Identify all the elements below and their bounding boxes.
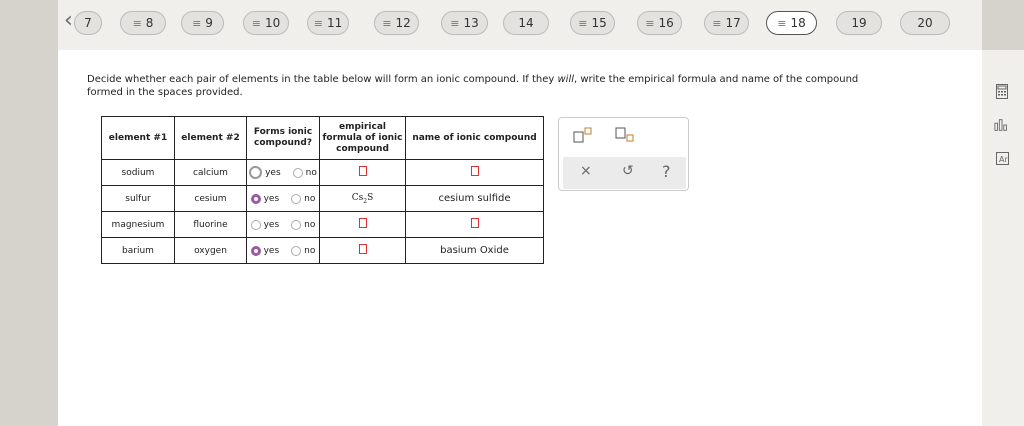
list-icon: ≡: [645, 16, 655, 30]
ionic-compound-table: [101, 116, 544, 264]
formula-cell[interactable]: [320, 212, 406, 238]
formula-cell[interactable]: [320, 238, 406, 264]
element2-cell: fluorine: [175, 212, 247, 238]
formula-cell[interactable]: [320, 160, 406, 186]
clear-button[interactable]: ×: [580, 163, 592, 179]
element2-cell: calcium: [175, 160, 247, 186]
element1-cell: barium: [102, 238, 175, 264]
header-forms-ionic: Forms ionic compound?: [247, 117, 320, 160]
table-row: [102, 160, 544, 186]
list-icon: ≡: [777, 16, 787, 30]
table-row: [102, 238, 544, 264]
instructions: [87, 73, 887, 99]
compound-name-cell[interactable]: [406, 212, 544, 238]
table-row: [102, 186, 544, 212]
instructions-text: Decide whether each pair of elements in the table below will form an ionic compound. If they: [87, 74, 558, 85]
formula-symbol: Cs: [351, 192, 364, 203]
question-number: 13: [463, 16, 479, 30]
app-window: [58, 0, 1008, 426]
table-row: [102, 212, 544, 238]
periodic-table-icon[interactable]: [994, 150, 1010, 166]
empty-answer-box[interactable]: [471, 218, 479, 228]
question-pill-18[interactable]: [766, 11, 817, 35]
empty-answer-box[interactable]: [359, 218, 367, 228]
undo-button[interactable]: ↺: [622, 163, 634, 179]
tools-sidebar: [982, 50, 1024, 426]
yes-label: yes: [263, 245, 280, 256]
back-chevron-icon[interactable]: ‹: [64, 8, 73, 33]
forms-ionic-cell: [247, 160, 320, 186]
table-header-row: [102, 117, 544, 160]
question-pill-14[interactable]: [503, 11, 549, 35]
instructions-text-end: , write the empirical formula and name of the compound formed in the spaces provided.: [87, 74, 859, 98]
yes-radio[interactable]: [251, 194, 261, 204]
question-pill-20[interactable]: [900, 11, 950, 35]
question-number: 11: [326, 16, 343, 30]
no-label: no: [304, 245, 316, 256]
question-pill-11[interactable]: [307, 11, 349, 35]
forms-ionic-cell: [247, 212, 320, 238]
question-number: 15: [591, 16, 607, 30]
yes-radio[interactable]: [251, 246, 261, 256]
question-number: 20: [917, 16, 933, 30]
header-element1: element #1: [102, 117, 175, 160]
header-element2: element #2: [175, 117, 247, 160]
help-button[interactable]: ?: [662, 162, 671, 181]
question-number: 8: [145, 16, 154, 30]
question-pill-13[interactable]: [441, 11, 488, 35]
yes-label: yes: [263, 193, 280, 204]
list-icon: ≡: [132, 16, 142, 30]
question-number: 18: [790, 16, 806, 30]
question-number: 9: [205, 16, 213, 30]
header-formula: empirical formula of ionic compound: [320, 117, 406, 160]
question-pill-10[interactable]: [243, 11, 289, 35]
question-pill-17[interactable]: [704, 11, 749, 35]
question-pill-16[interactable]: [637, 11, 682, 35]
yes-label: yes: [263, 219, 280, 230]
element1-cell: magnesium: [102, 212, 175, 238]
question-pill-15[interactable]: [570, 11, 615, 35]
question-number: 19: [851, 16, 867, 30]
question-number: 7: [84, 16, 92, 30]
no-label: no: [304, 193, 316, 204]
no-radio[interactable]: [291, 246, 301, 256]
svg-text:Ar: Ar: [998, 154, 1008, 164]
no-radio[interactable]: [291, 220, 301, 230]
question-number: 17: [725, 16, 741, 30]
question-number: 16: [658, 16, 674, 30]
question-pill-7[interactable]: [74, 11, 102, 35]
formula-value: [352, 193, 374, 203]
bar-chart-icon[interactable]: [994, 117, 1010, 133]
forms-ionic-cell: [247, 186, 320, 212]
list-icon: ≡: [251, 16, 261, 30]
element1-cell: sulfur: [102, 186, 175, 212]
list-icon: ≡: [192, 16, 202, 30]
list-icon: ≡: [712, 16, 722, 30]
no-radio[interactable]: [291, 194, 301, 204]
list-icon: ≡: [313, 16, 323, 30]
element1-cell: sodium: [102, 160, 175, 186]
formula-subscript: 2: [363, 197, 368, 205]
answer-actions: [563, 157, 686, 189]
compound-name-cell[interactable]: [406, 160, 544, 186]
empty-answer-box[interactable]: [471, 166, 479, 176]
yes-radio[interactable]: [249, 166, 262, 179]
superscript-box-icon[interactable]: [573, 127, 593, 147]
question-number: 10: [264, 16, 281, 30]
list-icon: ≡: [578, 16, 588, 30]
question-pill-19[interactable]: [836, 11, 882, 35]
compound-name-value: cesium sulfide: [438, 193, 511, 204]
compound-name-cell[interactable]: [406, 186, 544, 212]
answer-toolbox: [558, 117, 689, 191]
forms-ionic-cell: [247, 238, 320, 264]
empty-answer-box[interactable]: [359, 244, 367, 254]
question-number: 14: [518, 16, 534, 30]
calculator-icon[interactable]: [994, 83, 1010, 99]
formula-symbol-2: S: [367, 192, 374, 203]
compound-name-cell[interactable]: [406, 238, 544, 264]
yes-label: yes: [265, 167, 281, 178]
question-number: 12: [395, 16, 411, 30]
no-radio[interactable]: [293, 168, 303, 178]
formula-cell[interactable]: [320, 186, 406, 212]
format-tools: [559, 118, 690, 154]
no-label: no: [305, 167, 317, 178]
compound-name-value: basium Oxide: [440, 245, 509, 256]
list-icon: ≡: [450, 16, 460, 30]
list-icon: ≡: [382, 16, 392, 30]
element2-cell: oxygen: [175, 238, 247, 264]
element2-cell: cesium: [175, 186, 247, 212]
empty-answer-box[interactable]: [359, 166, 367, 176]
no-label: no: [304, 219, 316, 230]
question-navigation-bar: [58, 0, 982, 50]
question-pill-9[interactable]: [181, 11, 224, 35]
instructions-emphasis: will: [557, 74, 574, 85]
header-name: name of ionic compound: [406, 117, 544, 160]
question-pill-12[interactable]: [374, 11, 419, 35]
yes-radio[interactable]: [251, 220, 261, 230]
subscript-box-icon[interactable]: [615, 127, 635, 147]
question-pill-8[interactable]: [120, 11, 166, 35]
